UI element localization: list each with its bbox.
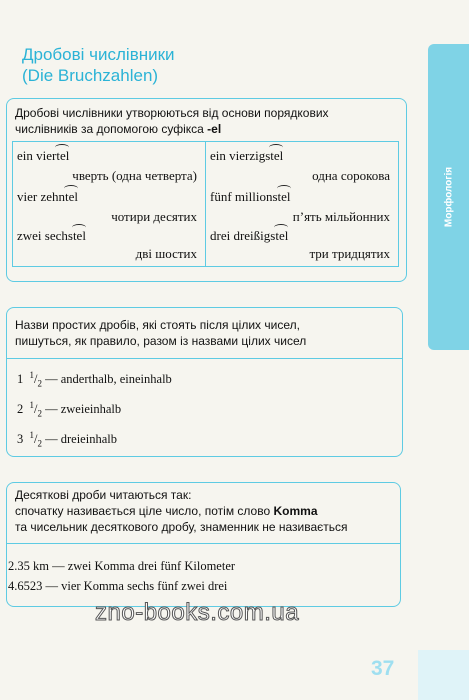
rule-line-2: спочатку називається ціле число, потім слово Komma bbox=[15, 504, 318, 518]
example-uk: дві шостих bbox=[135, 246, 197, 261]
example-uk: чотири десятих bbox=[111, 209, 197, 224]
section-title bbox=[22, 44, 175, 86]
page-corner-tab bbox=[418, 650, 469, 700]
decimal-fractions-box bbox=[6, 482, 401, 607]
rule-line-3: та чисельник десяткового дробу, знаменник не називається bbox=[15, 520, 348, 534]
examples-left-column bbox=[13, 142, 205, 266]
suffix-el: -el bbox=[207, 122, 222, 136]
decimal-example-row: 2.35 km — zwei Komma drei fünf Kilometer bbox=[8, 559, 236, 573]
rule-line-2: пишуться, як правило, разом із назвами цілих чисел bbox=[15, 334, 307, 348]
fraction-examples-table bbox=[12, 141, 399, 267]
rule-text bbox=[15, 105, 329, 137]
example-uk: три тридцятих bbox=[309, 246, 390, 261]
rule-text bbox=[15, 317, 306, 349]
example-de: ein vierzigstel bbox=[210, 148, 297, 164]
rule-line-1: Назви простих дробів, які стоять після цілих чисел, bbox=[15, 318, 300, 332]
page-number: 37 bbox=[371, 657, 395, 680]
example-de: fünf millionstel bbox=[210, 189, 305, 205]
rule-text bbox=[15, 487, 348, 535]
mixed-fractions-box bbox=[6, 307, 403, 457]
title-german: (Die Bruchzahlen) bbox=[22, 66, 159, 85]
rule-line-2: числівників за допомогою суфікса -el bbox=[15, 122, 222, 136]
decimal-example-row: 4.6523 — vier Komma sechs fünf zwei drei bbox=[8, 579, 228, 593]
example-de: ein viertel bbox=[17, 148, 83, 164]
mixed-fraction-row: 1 $^1/_2$ — anderthalb, eineinhalb bbox=[17, 370, 172, 389]
rule-line-1: Десяткові дроби читаються так: bbox=[15, 488, 192, 502]
example-de: drei dreißigstel bbox=[210, 228, 302, 244]
example-uk: п’ять мільйонних bbox=[292, 209, 390, 224]
example-de: zwei sechstel bbox=[17, 228, 100, 244]
keyword-komma: Komma bbox=[273, 504, 318, 518]
divider bbox=[6, 543, 401, 544]
divider bbox=[6, 358, 403, 359]
mixed-fraction-row: 2 $^1/_2$ — zweieinhalb bbox=[17, 400, 122, 419]
mixed-fraction-row: 3 $^1/_2$ — dreieinhalb bbox=[17, 430, 117, 449]
title-ukrainian: Дробові числівники bbox=[22, 45, 175, 64]
example-de: vier zehntel bbox=[17, 189, 92, 205]
watermark: zno-books.com.ua bbox=[95, 599, 300, 626]
section-side-tab bbox=[428, 44, 469, 350]
example-uk: чверть (одна четверта) bbox=[72, 168, 197, 183]
rule-line-1: Дробові числівники утворюються від основи порядкових bbox=[15, 106, 329, 120]
examples-right-column bbox=[205, 142, 398, 266]
fractions-rule-box bbox=[6, 98, 407, 282]
example-uk: одна сорокова bbox=[312, 168, 390, 183]
side-tab-label: Морфологія bbox=[443, 166, 454, 228]
